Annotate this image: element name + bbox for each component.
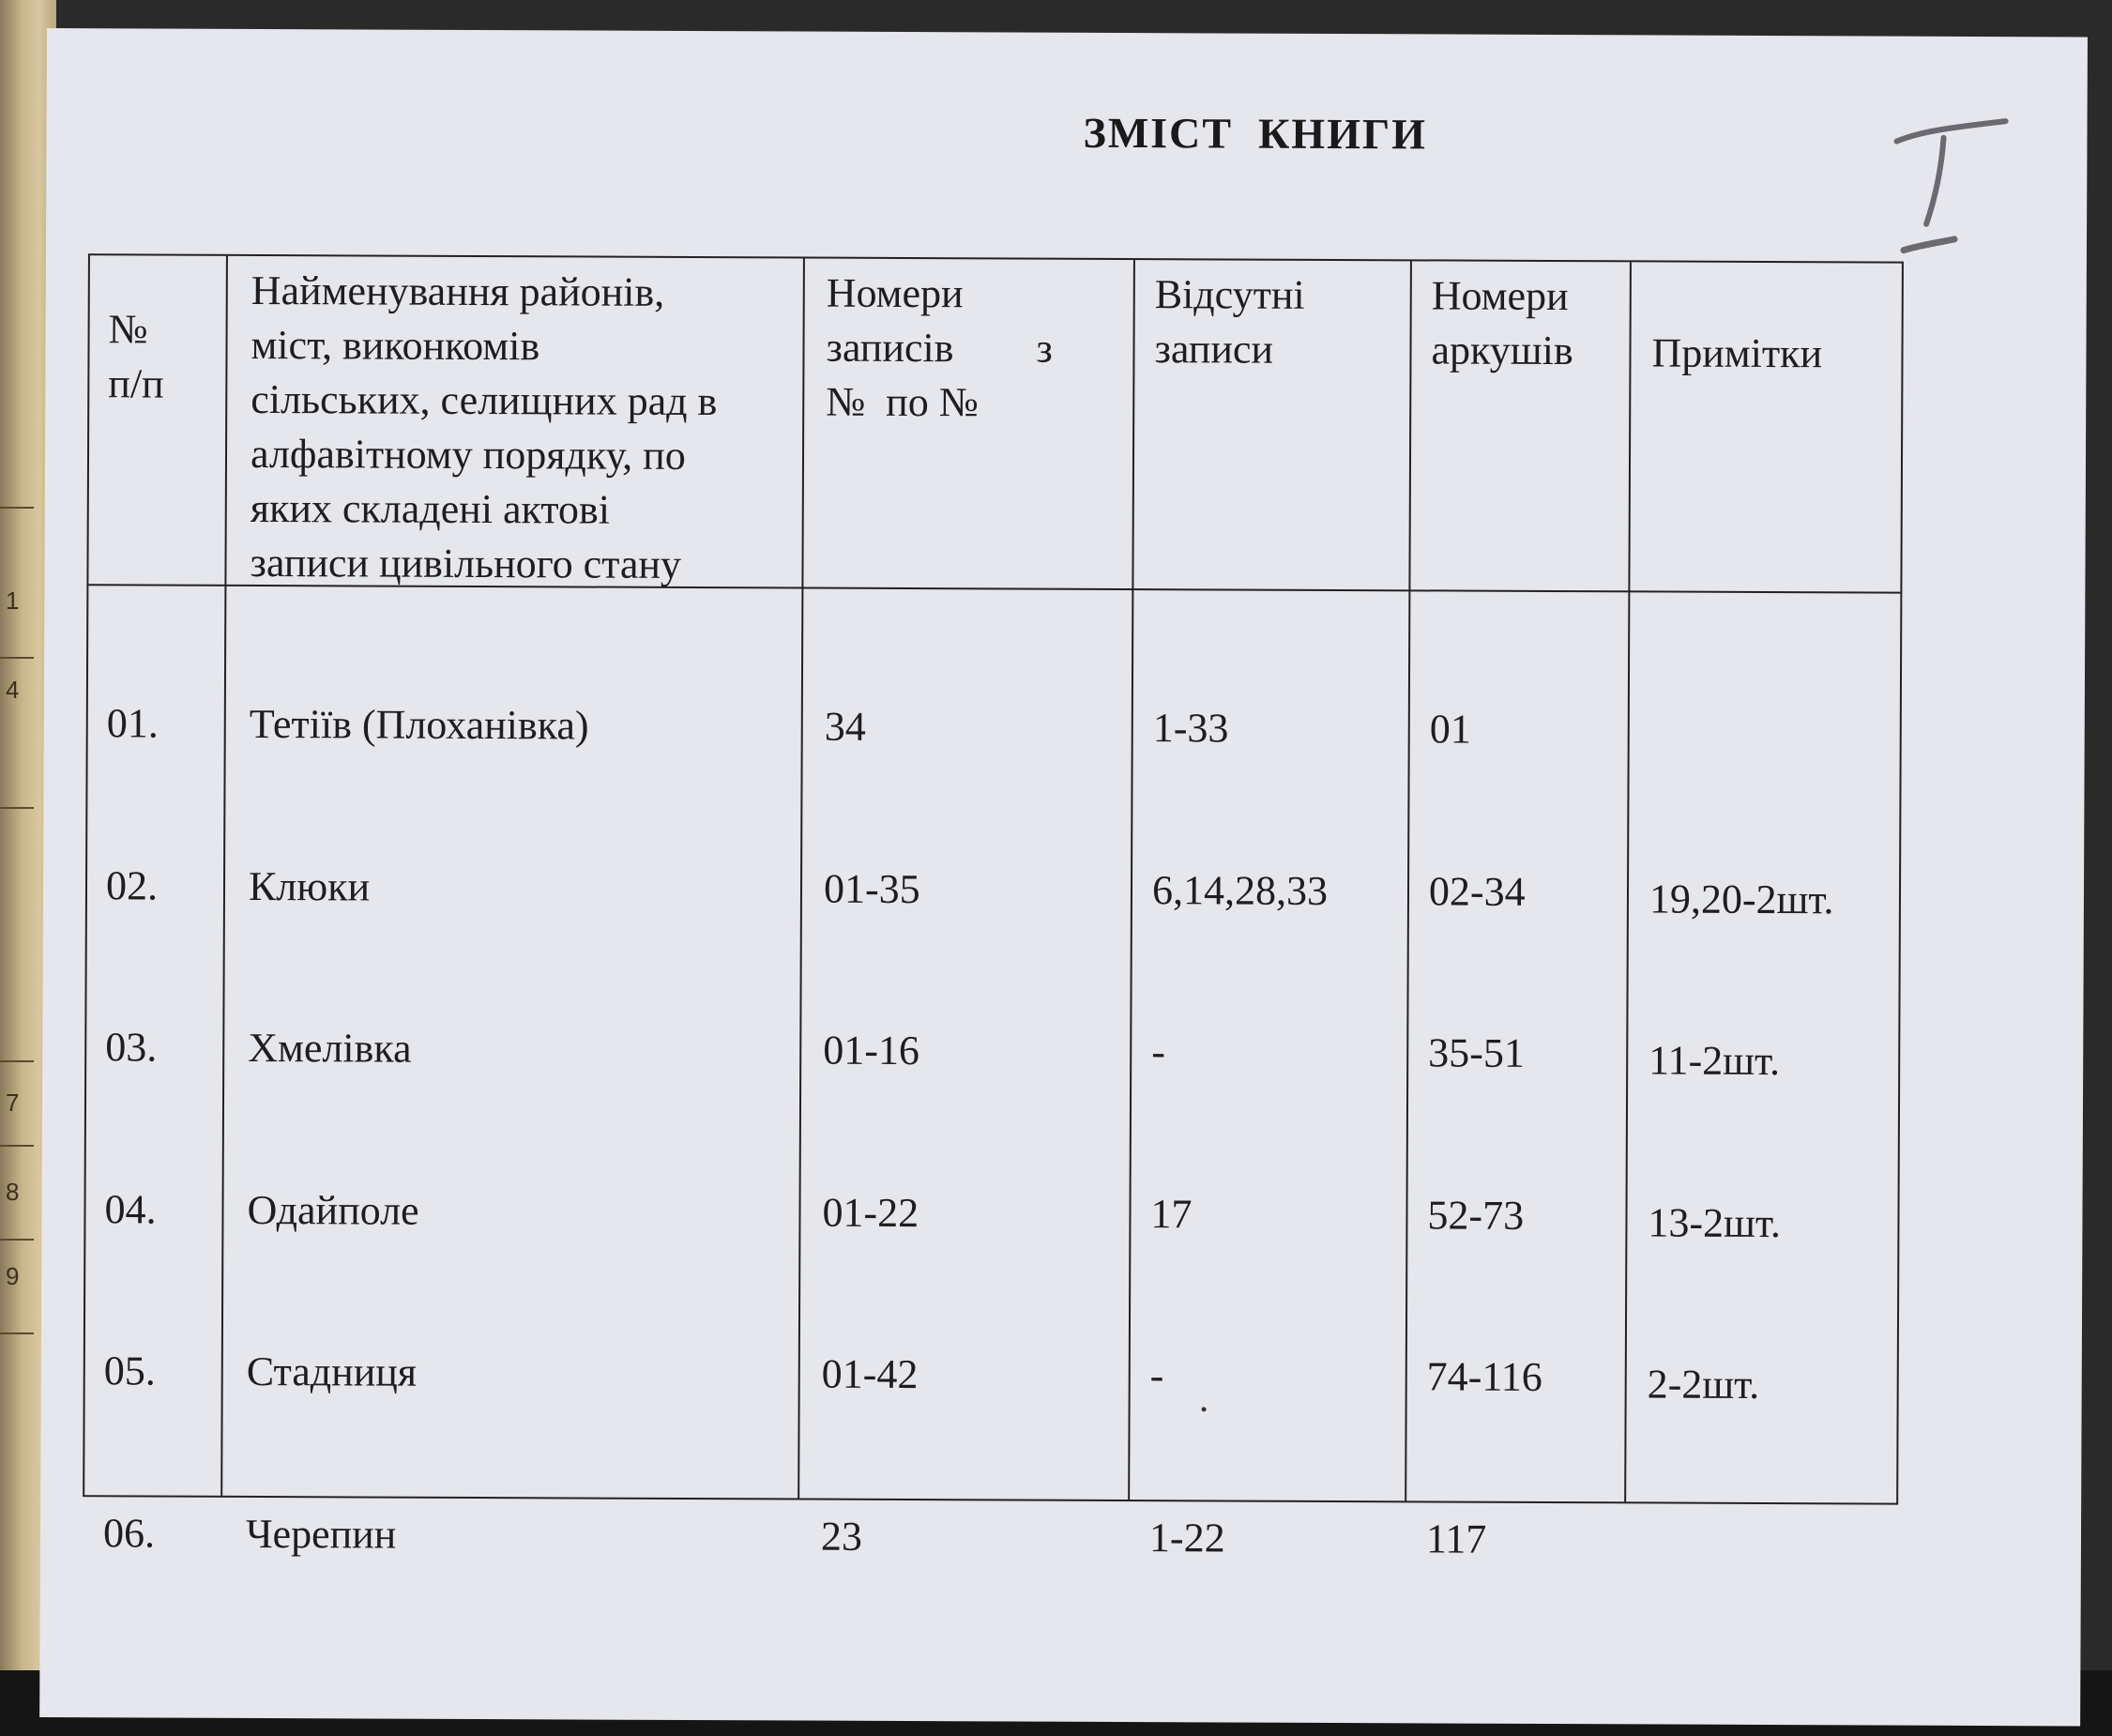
row-sheets: 02-34	[1428, 867, 1526, 915]
row-notes: 11-2шт.	[1649, 1037, 1781, 1085]
column-divider	[1405, 261, 1412, 1500]
binding-tick	[0, 657, 34, 659]
column-divider	[220, 256, 228, 1496]
row-name: Стадниця	[246, 1348, 418, 1395]
binding-number: 7	[6, 1089, 20, 1117]
row-num: 03.	[105, 1024, 158, 1071]
row-notes: 19,20-2шт.	[1649, 875, 1834, 922]
row-missing: 6,14,28,33	[1151, 866, 1329, 914]
row-sheets: 74-116	[1426, 1353, 1542, 1400]
header-name: Найменування районів, міст, виконкомів сільських, селищних рад в алфавітному порядку, по яких складені актові записи цивільного стану	[250, 266, 718, 587]
row-records: 23	[820, 1513, 863, 1560]
row-name: Хмелівка	[248, 1024, 412, 1072]
row-num: 01.	[106, 700, 159, 747]
row-notes	[1650, 709, 1835, 764]
column-divider	[1624, 262, 1632, 1501]
column-name	[245, 589, 589, 1670]
row-missing: 1-22	[1148, 1514, 1225, 1561]
header-missing: Відсутні записи	[1154, 271, 1305, 373]
row-notes: 13-2шт.	[1648, 1198, 1782, 1246]
row-missing: 17	[1150, 1190, 1193, 1237]
row-name: Клюки	[248, 862, 371, 910]
binding-number: 1	[6, 586, 20, 615]
row-missing: -	[1149, 1352, 1164, 1399]
row-records: 01-42	[821, 1350, 919, 1398]
binding-tick	[0, 1145, 34, 1147]
row-num: 06.	[102, 1509, 156, 1557]
ink-dot	[1202, 1407, 1207, 1411]
row-missing: 1-33	[1152, 705, 1229, 752]
column-sheets	[1425, 594, 1545, 1674]
binding-tick	[0, 507, 34, 509]
column-num	[102, 588, 169, 1667]
document-page	[39, 28, 2088, 1726]
row-notes: 2-2шт.	[1647, 1361, 1760, 1408]
column-divider	[1128, 260, 1135, 1500]
row-num: 05.	[103, 1348, 156, 1394]
row-name: Черепин	[245, 1510, 397, 1558]
column-records	[820, 592, 921, 1671]
row-num: 02.	[105, 861, 159, 909]
binding-tick	[0, 1332, 34, 1334]
column-notes	[1646, 602, 1834, 1682]
row-records: 01-35	[823, 865, 920, 912]
header-records: Номери записів з № по №	[826, 269, 1053, 426]
row-sheets: 52-73	[1427, 1191, 1525, 1239]
row-name: Тетіїв (Плоханівка)	[249, 700, 589, 749]
row-missing: -	[1151, 1028, 1166, 1075]
header-num: № п/п	[108, 306, 164, 407]
handwritten-sheet-number	[1885, 102, 2017, 272]
column-missing	[1148, 593, 1329, 1673]
page-title: ЗМІСТ КНИГИ	[1083, 108, 1428, 159]
binding-tick	[0, 1060, 34, 1062]
binding-tick	[0, 807, 34, 809]
row-sheets: 117	[1425, 1515, 1487, 1562]
row-records: 01-22	[822, 1189, 919, 1236]
row-sheets: 35-51	[1428, 1029, 1526, 1076]
binding-number: 8	[6, 1178, 20, 1206]
header-sheets: Номери аркушів	[1431, 272, 1573, 374]
row-notes	[1647, 1519, 1831, 1574]
row-records: 34	[824, 703, 866, 750]
row-name: Одайполе	[247, 1186, 419, 1234]
row-sheets: 01	[1429, 706, 1471, 753]
binding-number: 4	[6, 676, 20, 704]
row-records: 01-16	[823, 1027, 920, 1074]
binding-number: 9	[6, 1262, 20, 1290]
header-notes: Примітки	[1651, 329, 1823, 377]
column-divider	[798, 259, 805, 1499]
binding-tick	[0, 1239, 34, 1241]
contents-table	[83, 253, 1904, 1562]
row-num: 04.	[104, 1185, 157, 1233]
